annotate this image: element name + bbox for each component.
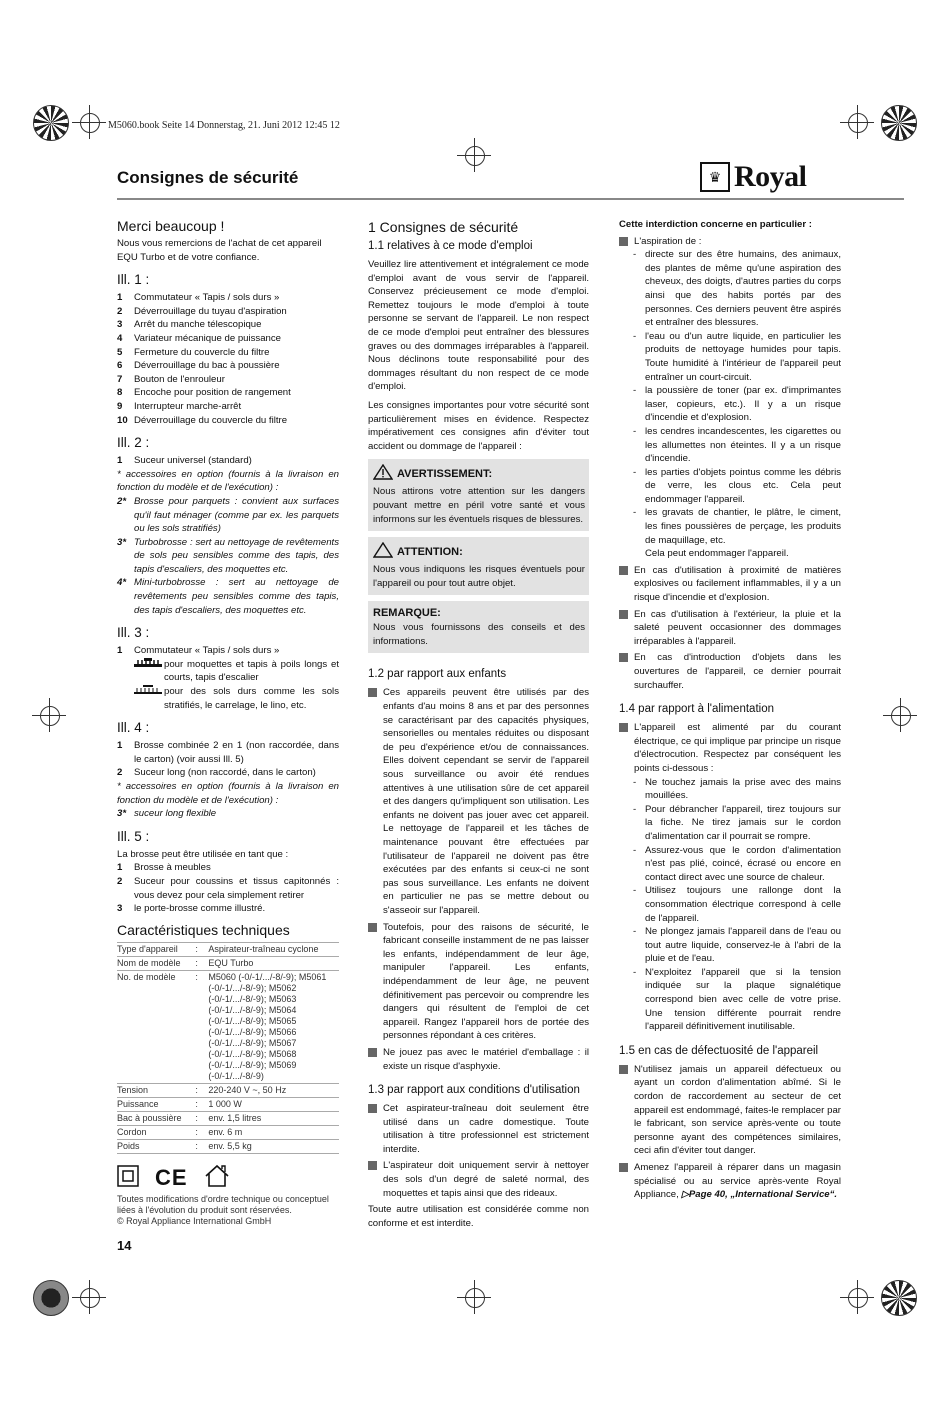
ill2-options xyxy=(117,495,339,617)
reg-target-tl xyxy=(33,105,69,141)
list-item: 5 Fermeture du couvercle du filtre xyxy=(117,346,270,358)
tech-heading: Caractéristiques techniques xyxy=(117,921,290,938)
caution-triangle-icon xyxy=(373,542,393,563)
ill2-note: * accessoires en option (fournis à la livraison en fonction du modèle et de l'exécution) : xyxy=(117,468,339,494)
list-item: 2 Suceur long (non raccordé, dans le carton) xyxy=(117,767,316,779)
ill1-list xyxy=(117,291,339,427)
list-item: Ne jouez pas avec le matériel d'emballage : il existe un risque d'asphyxie. xyxy=(368,1046,589,1073)
list-item: - N'exploitez l'appareil que si la tension indiquée sur la plaque signalétique correspond bien avec celle de votre prise. Une tension différente pourrait rendre l'appareil définitivement inutilisable. xyxy=(633,966,841,1033)
table-row: Bac à poussière : env. 1,5 litres xyxy=(117,1111,339,1125)
list-item: Amenez l'appareil à réparer dans un magasin spécialisé ou au service après-vente Royal Appliance, ▷Page 40, „International Service“. xyxy=(619,1161,841,1202)
list-item: N'utilisez jamais un appareil défectueux ou ayant un cordon d'alimentation abîmé. Si le cordon de raccordement au secteur de cet appareil est endommagé, faites-le remplacer par le fabricant, son service après-vente ou toute personne ayant des compétences similaires, ceci afin d'éviter tout danger. xyxy=(619,1063,841,1158)
list-item: En cas d'utilisation à proximité de matières explosives ou facilement inflammables, il y a un risque d'incendie et d'explosion. xyxy=(619,564,841,605)
hard-floor-setting: pour des sols durs comme les sols stratifiés, le carrelage, le lino, etc. xyxy=(134,685,339,712)
list-item: - l'eau ou d'un autre liquide, en particulier les produits de nettoyage humides pour tapis. Toute humidité à l'intérieur de l'appareil peut entraîner un court-circuit. xyxy=(633,330,841,383)
column-2 xyxy=(368,218,589,1235)
reg-cross-tr xyxy=(848,113,868,133)
spec-table xyxy=(117,942,339,1153)
reg-target-bl xyxy=(33,1280,69,1316)
warning-box: AVERTISSEMENT: Nous attirons votre attention sur les dangers pouvant mettre en péril votre santé et vous informons sur les éventuels risques de blessures. xyxy=(368,459,589,531)
section-1-5-heading: 1.5 en cas de défectuosité de l'appareil xyxy=(619,1044,819,1057)
list-item: 2 Déverrouillage du tuyau d'aspiration xyxy=(117,305,287,317)
double-insulation-icon xyxy=(117,1165,139,1192)
reg-cross-top xyxy=(465,146,485,166)
warning-triangle-icon xyxy=(373,464,393,485)
reg-cross-bl xyxy=(80,1288,100,1308)
copyright: © Royal Appliance International GmbH xyxy=(117,1216,272,1227)
reg-cross-br xyxy=(848,1288,868,1308)
ill2-heading: Ill. 2 : xyxy=(117,435,150,451)
attention-box: ATTENTION: Nous vous indiquons les risques éventuels pour l'appareil ou pour tout autre objet. xyxy=(368,537,589,595)
ill4-heading: Ill. 4 : xyxy=(117,720,150,736)
page-reference-link[interactable]: ▷Page 40, „International Service“. xyxy=(681,1189,838,1201)
page-title: Consignes de sécurité xyxy=(117,168,299,187)
table-row: Puissance : 1 000 W xyxy=(117,1097,339,1111)
header-divider xyxy=(117,198,904,200)
ill5-intro: La brosse peut être utilisée en tant que : xyxy=(117,848,289,860)
reg-cross-right xyxy=(891,706,911,726)
list-item: 1 Brosse combinée 2 en 1 (non raccordée, dans le carton) (voir aussi Ill. 5) xyxy=(117,740,339,765)
brand-logo: ♛ Royal xyxy=(700,160,842,194)
hard-floor-icon xyxy=(134,685,164,712)
section-1-4-heading: 1.4 par rapport à l'alimentation xyxy=(619,703,774,716)
list-item: - directe sur des être humains, des animaux, des plantes de même qu'une aspiration des cheveux, des doigts, d'autres parties du corps ainsi que des habits portés par des personnes. Ces derniers peuvent être aspirés et entraîner des blessures. xyxy=(633,249,841,329)
thanks-heading: Merci beaucoup ! xyxy=(117,218,225,234)
list-item: Toutefois, pour des raisons de sécurité, le fabricant conseille instamment de ne pas laisser les enfants, indépendamment de leur âge, manipuler l'appareil. Les enfants, indépendamment de leur âge, ne peuvent définitivement pas percevoir ou comprendre les dangers qui résultent de l'emploi de cet appareil. Rangez l'appareil hors de portée des personnes répondant à ces critères. xyxy=(368,921,589,1043)
print-slug: M5060.book Seite 14 Donnerstag, 21. Juni 2012 12:45 12 xyxy=(108,120,340,131)
ill4-note: * accessoires en option (fournis à la livraison en fonction du modèle et de l'exécution) : xyxy=(117,781,339,806)
list-item: 3* suceur long flexible xyxy=(117,808,217,820)
list-item: 3 Arrêt du manche télescopique xyxy=(117,319,262,331)
ill3-heading: Ill. 3 : xyxy=(117,625,150,641)
list-item: - les parties d'objets pointus comme les débris de verre, les clous etc. Cela peut endommager l'appareil. xyxy=(633,466,841,505)
list-item: 1 Commutateur « Tapis / sols durs » xyxy=(117,292,280,304)
list-item: L'aspirateur doit uniquement servir à nettoyer des sols d'un degré de saleté normal, des moquettes et tapis ainsi que des rideaux. xyxy=(368,1159,589,1200)
symbols-row xyxy=(117,1164,339,1193)
reg-cross-left xyxy=(40,706,60,726)
section-1-heading: 1 Consignes de sécurité xyxy=(368,219,519,235)
list-item: - les cendres incandescentes, les cigarettes ou les allumettes non éteintes. Il y a un risque d'incendie. xyxy=(633,425,841,465)
table-row: Type d'appareil : Aspirateur-traîneau cyclone xyxy=(117,942,339,956)
column-3 xyxy=(619,218,841,1205)
list-item: 4 Variateur mécanique de puissance xyxy=(117,332,282,344)
s11-paragraph-1: Veuillez lire attentivement et intégralement ce mode d'emploi avant de vous servir de l'appareil. Conservez précieusement ce mode d'emploi. Remettez toujours le mode d'emploi à toute personne se servant de l'appareil. Le non respect de ce mode d'emploi peut entraîner des blessures graves ou des dommages irréparables à l'appareil. Nous déclinons toute responsabilité pour des dommages résultant du non respect de ce mode d'emploi. xyxy=(368,259,589,393)
list-item: 1 Commutateur « Tapis / sols durs » xyxy=(117,645,280,657)
s11-paragraph-2: Les consignes importantes pour votre sécurité sont particulièrement mises en évidence. Respectez impérativement ces consignes afin d'éviter tout accident ou dommage de l'appareil : xyxy=(368,399,589,452)
section-1-3-heading: 1.3 par rapport aux conditions d'utilisation xyxy=(368,1084,580,1097)
footnote: Toutes modifications d'ordre technique ou conceptuel liées à l'évolution du produit sont réservées. xyxy=(117,1194,329,1216)
list-item: Ces appareils peuvent être utilisés par des enfants d'au moins 8 ans et par des personnes se caractérisant par des capacités physiques, sensorielles ou mentales réduites ou disposant de peu d'expérience et/ou de connaissances. Elles doivent cependant se servir de l'appareil sous surveillance ou avoir été rendues attentives à une utilisation sûre de cet appareil et des dangers qu'impliquent son utilisation. Les enfants ne doivent pas jouer avec cet appareil. Le nettoyage de l'appareil et les tâches de maintenance pouvant être effectuées par l'utilisateur de l'appareil ne doivent pas être exécutées par des enfants si ceux-ci ne sont pas sous surveillance. Les enfants ne doivent en particulier ne pas se mettre debout ou s'asseoir sur l'appareil. xyxy=(368,686,589,917)
thanks-text: Nous vous remercions de l'achat de cet appareil EQU Turbo et de votre confiance. xyxy=(117,238,322,263)
ce-mark-icon: CE xyxy=(155,1165,188,1191)
reg-cross-tl xyxy=(80,113,100,133)
table-row: Nom de modèle : EQU Turbo xyxy=(117,956,339,970)
list-item: - Pour débrancher l'appareil, tirez toujours sur la fiche. Ne tirez jamais sur le cordon d'alimentation car il pourrait se rompre. xyxy=(633,803,841,842)
list-item: 7 Bouton de l'enrouleur xyxy=(117,373,225,385)
ill1-heading: Ill. 1 : xyxy=(117,272,150,288)
list-item: 4* Mini-turbobrosse : sert au nettoyage de revêtements peu sensibles comme des tapis, des tapis d'escaliers, des moquettes etc. xyxy=(117,577,339,616)
list-item: 1 Suceur universel (standard) xyxy=(117,455,252,467)
ill4-list xyxy=(117,739,339,780)
remark-box: REMARQUE: Nous vous fournissons des conseils et des informations. xyxy=(368,601,589,653)
column-1 xyxy=(117,218,339,1227)
home-use-icon xyxy=(204,1164,230,1193)
list-item: 3 le porte-brosse comme illustré. xyxy=(117,903,266,915)
ill5-heading: Ill. 5 : xyxy=(117,828,150,844)
list-item: - Utilisez toujours une rallonge dont la consommation électrique correspond à celle de l'appareil. xyxy=(633,885,841,924)
table-row: Tension : 220-240 V ~, 50 Hz xyxy=(117,1083,339,1097)
aspiration-list xyxy=(619,248,841,547)
table-row: No. de modèle : M5060 (-0/-1/.../-8/-9); M5061 (-0/-1/.../-8/-9); M5062 (-0/-1/.../-8/-9); M5063 (-0/-1/.../-8/-9); M5064 (-0/-1/.../-8/-9); M5065 (-0/-1/.../-8/-9); M5066 (-0/-1/.../-8/-9); M5067 (-0/-1/.../-8/-9); M5068 (-0/-1/.../-8/-9); M5069 (-0/-1/.../-8/-9) xyxy=(117,970,339,1083)
crown-icon: ♛ xyxy=(700,162,730,192)
carpet-setting: pour moquettes et tapis à poils longs et courts, tapis d'escalier xyxy=(134,658,339,685)
section-1-1-heading: 1.1 relatives à ce mode d'emploi xyxy=(368,240,533,252)
carpet-icon xyxy=(134,658,164,685)
list-item: 2 Suceur pour coussins et tissus capitonnés : vous devez pour cela simplement retirer xyxy=(117,875,339,901)
list-item: 2* Brosse pour parquets : convient aux surfaces qu'il faut ménager (comme par ex. les parquets ou les sols stratifiés) xyxy=(117,495,339,535)
list-item: 3* Turbobrosse : sert au nettoyage de revêtements de sols peu sensibles comme des tapis, des tapis d'escaliers, des moquettes etc. xyxy=(117,536,339,575)
section-1-2-heading: 1.2 par rapport aux enfants xyxy=(368,668,507,681)
interdiction-note: Cette interdiction concerne en particulier : xyxy=(619,219,812,230)
list-item: - les gravats de chantier, le plâtre, le ciment, les fines poussières de perçage, les produits de maquillage, etc. xyxy=(633,507,841,546)
list-item: En cas d'introduction d'objets dans les ouvertures de l'appareil, ce dernier pourrait surchauffer. xyxy=(619,651,841,692)
list-item: L'aspiration de : xyxy=(619,235,841,249)
list-item: 6 Déverrouillage du bac à poussière xyxy=(117,360,280,372)
list-item: - Ne plongez jamais l'appareil dans de l'eau ou tout autre liquide, conservez-le à l'abri de la pluie et de l'eau. xyxy=(633,926,841,965)
s13-paragraph: Toute autre utilisation est considérée comme non conforme et est interdite. xyxy=(368,1204,589,1229)
aspiration-end: Cela peut endommager l'appareil. xyxy=(645,548,789,560)
list-item: L'appareil est alimenté par du courant électrique, ce qui implique par principe un risque d'électrocution. Respectez par conséquent les points ci-dessous : xyxy=(619,721,841,775)
page-number: 14 xyxy=(117,1238,132,1253)
list-item: - la poussière de toner (par ex. d'imprimantes laser, copieurs, etc.). Il y a un risque d'incendie et d'explosion. xyxy=(633,385,841,424)
power-list xyxy=(619,776,841,1034)
reg-cross-bottom xyxy=(465,1288,485,1308)
list-item: 10 Déverrouillage du couvercle du filtre xyxy=(117,414,288,426)
list-item: 1 Brosse à meubles xyxy=(117,862,211,874)
list-item: En cas d'utilisation à l'extérieur, la pluie et la saleté peuvent occasionner des dommages irréparables à l'appareil. xyxy=(619,608,841,649)
list-item: - Ne touchez jamais la prise avec des mains mouillées. xyxy=(633,776,841,802)
ill5-list xyxy=(117,861,339,915)
table-row: Poids : env. 5,5 kg xyxy=(117,1139,339,1153)
table-row: Cordon : env. 6 m xyxy=(117,1125,339,1139)
list-item: 8 Encoche pour position de rangement xyxy=(117,387,291,399)
list-item: 9 Interrupteur marche-arrêt xyxy=(117,400,242,412)
reg-target-tr xyxy=(881,105,917,141)
list-item: Cet aspirateur-traîneau doit seulement être utilisé dans un cadre domestique. Toute utilisation à titre professionnel est strictement interdite. xyxy=(368,1102,589,1156)
list-item: - Assurez-vous que le cordon d'alimentation n'est pas plié, coincé, écrasé ou encore en contact direct avec une source de chaleur. xyxy=(633,844,841,883)
reg-target-br xyxy=(881,1280,917,1316)
